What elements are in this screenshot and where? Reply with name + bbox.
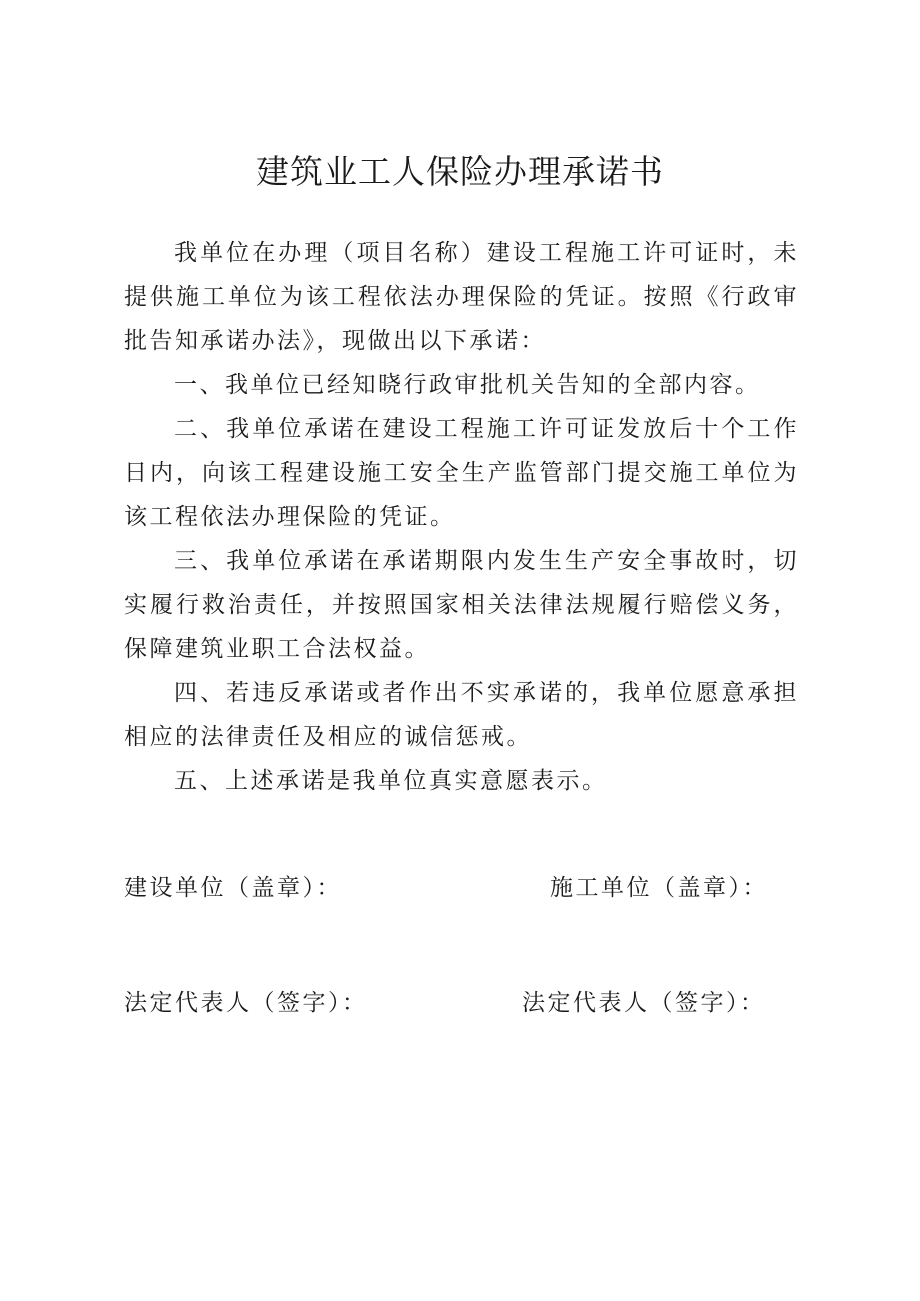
builder-legal-rep-label: 法定代表人（签字）：: [522, 990, 766, 1016]
commitment-item-4: 四、若违反承诺或者作出不实承诺的，我单位愿意承担相应的法律责任及相应的诚信惩戒。: [124, 680, 799, 750]
document-title: 建筑业工人保险办理承诺书: [256, 152, 664, 191]
intro-paragraph: 我单位在办理（项目名称）建设工程施工许可证时，未提供施工单位为该工程依法办理保险的凭证。按照《行政审批告知承诺办法》，现做出以下承诺：: [124, 240, 799, 354]
document-body: [124, 231, 799, 803]
construction-unit-seal-label: 建设单位（盖章）：: [124, 875, 342, 901]
construction-legal-rep-label: 法定代表人（签字）：: [124, 990, 368, 1016]
commitment-item-1: 一、我单位已经知晓行政审批机关告知的全部内容。: [174, 372, 761, 398]
commitment-item-2: 二、我单位承诺在建设工程施工许可证发放后十个工作日内，向该工程建设施工安全生产监管部门提交施工单位为该工程依法办理保险的凭证。: [124, 416, 799, 530]
builder-unit-seal-label: 施工单位（盖章）：: [550, 875, 768, 901]
commitment-item-3: 三、我单位承诺在承诺期限内发生生产安全事故时，切实履行救治责任，并按照国家相关法律法规履行赔偿义务，保障建筑业职工合法权益。: [124, 548, 799, 662]
commitment-item-5: 五、上述承诺是我单位真实意愿表示。: [174, 768, 608, 794]
